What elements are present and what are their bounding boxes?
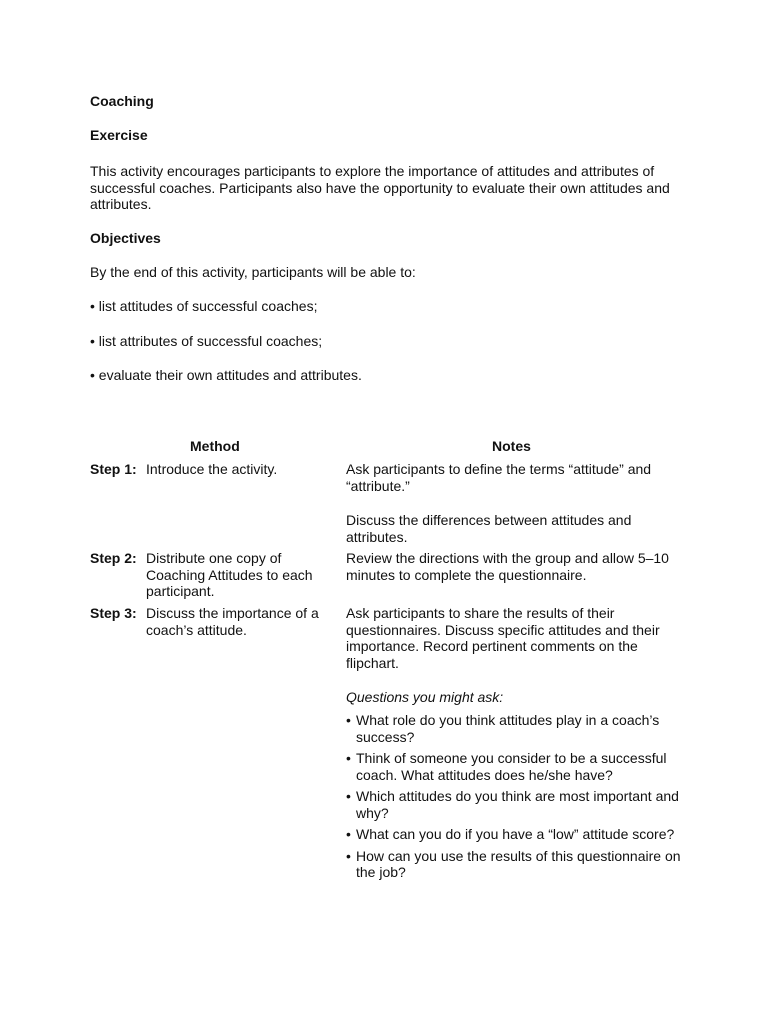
step-method: Introduce the activity. [146,461,278,477]
question-item: • What role do you think attitudes play in a coach’s success? [346,712,686,745]
questions-heading: Questions you might ask: [346,689,504,705]
section-heading-exercise: Exercise [90,127,148,143]
objective-item: • list attitudes of successful coaches; [90,298,318,314]
step-label: Step 1: [90,461,137,477]
step-method: Discuss the importance of a coach’s attitude. [146,605,319,638]
step-note: Discuss the differences between attitudes and attributes. [346,512,632,545]
step-label: Step 3: [90,605,137,621]
method-column-header: Method [190,438,240,454]
objective-item: • evaluate their own attitudes and attributes. [90,367,362,383]
step-method: Distribute one copy of Coaching Attitudes to each participant. [146,550,313,599]
objectives-lead: By the end of this activity, participants will be able to: [90,264,416,280]
question-item: • Think of someone you consider to be a successful coach. What attitudes does he/she have? [346,750,686,783]
questions-list [346,712,686,886]
step-note: Ask participants to define the terms “attitude” and “attribute.” [346,461,652,494]
step-label: Step 2: [90,550,137,566]
objective-item: • list attributes of successful coaches; [90,333,323,349]
question-item: • Which attitudes do you think are most important and why? [346,788,686,821]
document-title: Coaching [90,93,154,109]
question-item: • How can you use the results of this questionnaire on the job? [346,848,686,881]
question-item: • What can you do if you have a “low” attitude score? [346,826,686,843]
intro-paragraph: This activity encourages participants to explore the importance of attitudes and attributes of successful coaches. Participants also have the opportunity to evaluate their own attitudes and attributes. [90,163,670,212]
step-note: Ask participants to share the results of their questionnaires. Discuss specific attitudes and their importance. Record pertinent comments on the flipchart. [346,605,660,671]
section-heading-objectives: Objectives [90,230,161,246]
notes-column-header: Notes [492,438,531,454]
step-note: Review the directions with the group and allow 5–10 minutes to complete the questionnaire. [346,550,669,583]
